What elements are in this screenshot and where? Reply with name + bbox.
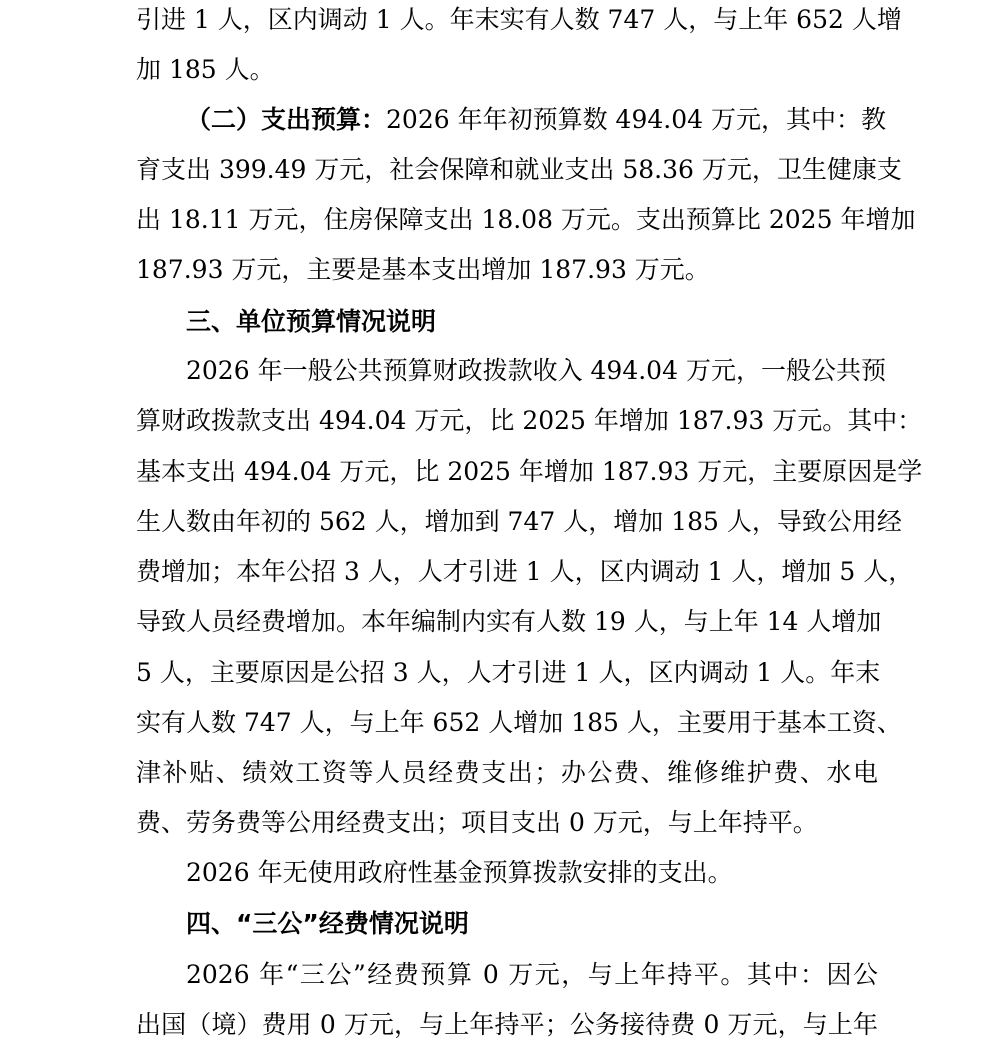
text-line-11: 费增加；本年公招 3 人，人才引进 1 人，区内调动 1 人，增加 5 人， bbox=[136, 557, 914, 586]
text-line-9: 基本支出 494.04 万元，比 2025 年增加 187.93 万元，主要原因是学 bbox=[136, 457, 923, 486]
text-line-19: 出国（境）费用 0 万元，与上年持平；公务接待费 0 万元，与上年 bbox=[136, 1010, 878, 1039]
text-line-13: 5 人，主要原因是公招 3 人，人才引进 1 人，区内调动 1 人。年末 bbox=[136, 658, 881, 687]
paragraph-expenditure-budget bbox=[186, 95, 886, 145]
section-heading-unit-budget: 三、单位预算情况说明 bbox=[186, 307, 437, 336]
text-line-2: 加 185 人。 bbox=[136, 55, 275, 84]
text-line-8: 算财政拨款支出 494.04 万元，比 2025 年增加 187.93 万元。其中： bbox=[136, 406, 923, 435]
text-line-15: 津补贴、绩效工资等人员经费支出；办公费、维修维护费、水电 bbox=[136, 758, 878, 787]
text-line-6: 187.93 万元，主要是基本支出增加 187.93 万元。 bbox=[136, 255, 710, 284]
text-line-10: 生人数由年初的 562 人，增加到 747 人，增加 185 人，导致公用经 bbox=[136, 507, 902, 536]
text-line-12: 导致人员经费增加。本年编制内实有人数 19 人，与上年 14 人增加 bbox=[136, 607, 882, 636]
text-line-7: 2026 年一般公共预算财政拨款收入 494.04 万元，一般公共预 bbox=[186, 356, 886, 385]
text-line-17: 2026 年无使用政府性基金预算拨款安排的支出。 bbox=[186, 858, 733, 887]
text-line-1: 引进 1 人，区内调动 1 人。年末实有人数 747 人，与上年 652 人增 bbox=[136, 5, 902, 34]
section-heading-three-public-expenses: 四、“三公”经费情况说明 bbox=[186, 909, 469, 938]
text-line-16: 费、劳务费等公用经费支出；项目支出 0 万元，与上年持平。 bbox=[136, 808, 818, 837]
text-line-4: 育支出 399.49 万元，社会保障和就业支出 58.36 万元，卫生健康支 bbox=[136, 155, 902, 184]
text-line-18: 2026 年“三公”经费预算 0 万元，与上年持平。其中：因公 bbox=[186, 960, 878, 989]
text-line-3: 2026 年年初预算数 494.04 万元，其中：教 bbox=[386, 105, 886, 134]
section-heading-expenditure-budget: （二）支出预算： bbox=[186, 105, 387, 134]
text-line-14: 实有人数 747 人，与上年 652 人增加 185 人，主要用于基本工资、 bbox=[136, 708, 902, 737]
text-line-5: 出 18.11 万元，住房保障支出 18.08 万元。支出预算比 2025 年增加 bbox=[136, 205, 916, 234]
